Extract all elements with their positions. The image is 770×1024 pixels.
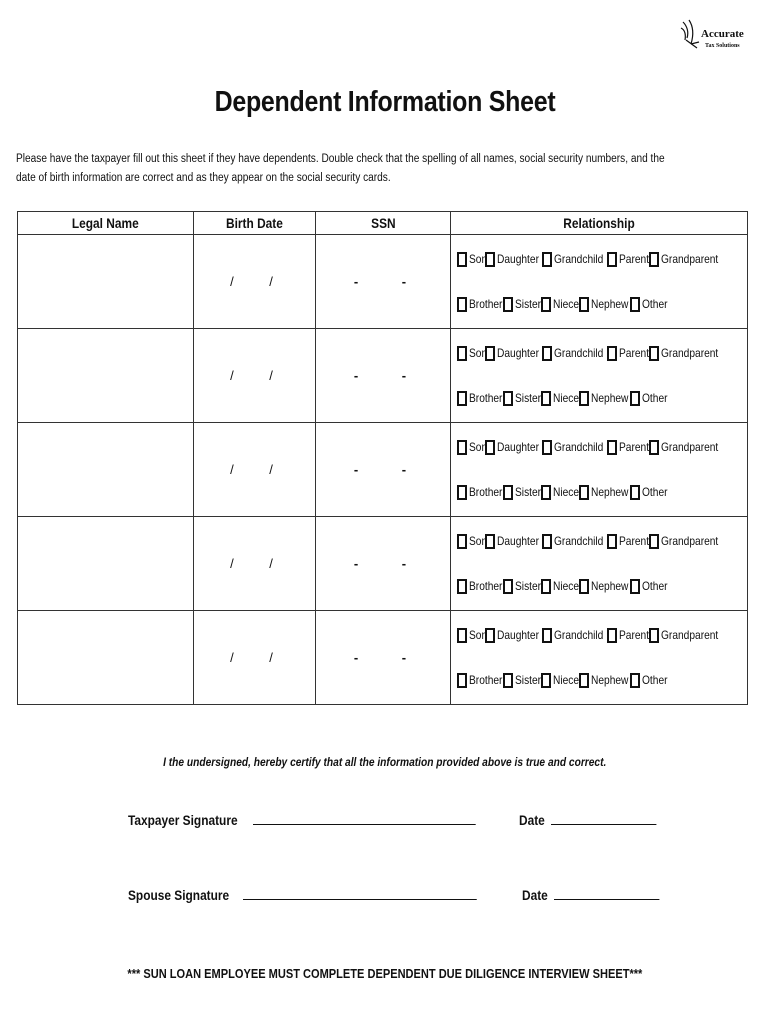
intro-text: Please have the taxpayer fill out this sheet if they have dependents. Double check that the spelling of all names, social security numbers, and the date of birth information are correct and as they appear on the social security cards. [16,153,665,184]
relationship-option[interactable] [541,391,578,406]
ssn-cell[interactable] [316,235,451,329]
relationship-option-label: Niece [553,297,580,311]
relationship-option[interactable] [542,252,606,267]
certification-statement: I the undersigned, hereby certify that all the information provided above is true and correct. [163,755,607,769]
relationship-option-label: Son [469,346,488,360]
checkbox[interactable] [457,440,467,455]
checkbox[interactable] [457,391,467,406]
relationship-option-label: Grandchild [553,346,604,360]
spouse-date-label: Date [521,887,548,903]
relationship-option-label: Brother [469,673,503,687]
header-legal-name: Legal Name [18,212,194,235]
checkbox[interactable] [542,440,552,455]
spouse-signature-field[interactable] [243,885,477,900]
relationship-option[interactable] [485,440,540,455]
relationship-cell [451,517,748,611]
relationship-option-label: Parent [618,628,649,642]
relationship-option[interactable] [541,673,578,688]
birth-date-separators: / / [230,368,289,383]
ssn-separators: - - [353,650,427,665]
relationship-option-label: Grandparent [661,440,719,454]
checkbox[interactable] [457,673,467,688]
checkbox[interactable] [457,579,467,594]
checkbox[interactable] [630,673,640,688]
relationship-option[interactable] [607,534,648,549]
relationship-option-label: Niece [553,673,580,687]
relationship-cell [451,611,748,705]
relationship-cell [451,235,748,329]
relationship-option[interactable] [579,673,629,688]
table-row [18,517,748,611]
relationship-option-label: Nephew [590,485,629,499]
relationship-options-line2 [457,470,747,515]
header-relationship: Relationship [451,212,748,235]
checkbox[interactable] [607,346,617,361]
relationship-option-label: Daughter [497,534,540,548]
relationship-option[interactable] [630,579,666,594]
taxpayer-signature-label: Taxpayer Signature [128,812,238,828]
ssn-cell[interactable] [316,329,451,423]
relationship-options-line2 [457,282,747,327]
relationship-option-label: Grandchild [553,440,604,454]
checkbox[interactable] [579,391,589,406]
checkbox[interactable] [649,628,659,643]
checkbox[interactable] [457,346,467,361]
taxpayer-date-field[interactable] [551,810,656,825]
relationship-option[interactable] [503,579,540,594]
logo-brand: Accurate [701,28,744,40]
relationship-option-label: Brother [469,297,503,311]
relationship-option[interactable] [607,628,648,643]
ssn-cell[interactable] [316,517,451,611]
relationship-option[interactable] [457,485,502,500]
checkbox[interactable] [457,628,467,643]
relationship-option[interactable] [607,346,648,361]
birth-date-cell[interactable] [194,235,316,329]
relationship-option-label: Nephew [590,579,629,593]
checkbox[interactable] [541,297,551,312]
birth-date-separators: / / [230,650,289,665]
checkbox[interactable] [630,391,640,406]
checkbox[interactable] [503,485,513,500]
relationship-option-label: Other [641,673,668,687]
ssn-cell[interactable] [316,611,451,705]
birth-date-cell[interactable] [194,423,316,517]
logo-tagline: Tax Solutions [705,43,740,49]
ssn-separators: - - [353,274,427,289]
dependents-table [17,211,748,705]
checkbox[interactable] [457,534,467,549]
relationship-option[interactable] [542,440,606,455]
relationship-option-label: Grandchild [553,534,604,548]
relationship-option[interactable] [541,297,578,312]
relationship-option[interactable] [485,252,540,267]
checkbox[interactable] [542,628,552,643]
footer-notice: *** SUN LOAN EMPLOYEE MUST COMPLETE DEPENDENT DUE DILIGENCE INTERVIEW SHEET*** [127,966,643,981]
relationship-option-label: Grandparent [661,534,719,548]
relationship-option[interactable] [649,534,722,549]
legal-name-cell[interactable] [18,329,194,423]
relationship-option[interactable] [630,485,666,500]
relationship-option[interactable] [541,485,578,500]
checkbox[interactable] [503,297,513,312]
table-row [18,329,748,423]
relationship-option[interactable] [503,673,540,688]
relationship-option-label: Parent [618,252,649,266]
checkbox[interactable] [457,485,467,500]
birth-date-cell[interactable] [194,517,316,611]
relationship-option-label: Niece [553,579,580,593]
relationship-option[interactable] [485,628,540,643]
checkbox[interactable] [542,252,552,267]
relationship-options-line2 [457,658,747,703]
relationship-option[interactable] [630,673,666,688]
checkbox[interactable] [503,673,513,688]
relationship-option[interactable] [457,440,488,455]
page-title: Dependent Information Sheet [214,86,556,118]
logo-mark-icon [677,18,703,52]
relationship-options-line1 [457,331,747,376]
relationship-option[interactable] [457,628,488,643]
relationship-option-label: Brother [469,485,503,499]
relationship-option[interactable] [503,297,540,312]
checkbox[interactable] [649,252,659,267]
birth-date-cell[interactable] [194,329,316,423]
ssn-separators: - - [353,368,427,383]
relationship-option[interactable] [649,346,722,361]
checkbox[interactable] [503,391,513,406]
relationship-option-label: Daughter [497,440,540,454]
taxpayer-signature-field[interactable] [253,810,476,825]
relationship-option[interactable] [485,346,540,361]
relationship-options-line2 [457,564,747,609]
relationship-cell [451,423,748,517]
relationship-option[interactable] [457,252,488,267]
relationship-option-label: Grandchild [553,252,604,266]
legal-name-cell[interactable] [18,611,194,705]
legal-name-cell[interactable] [18,235,194,329]
checkbox[interactable] [541,391,551,406]
relationship-option-label: Daughter [497,346,540,360]
relationship-option[interactable] [579,579,629,594]
checkbox[interactable] [542,346,552,361]
spouse-signature-line[interactable] [128,885,678,903]
relationship-option-label: Grandparent [661,346,719,360]
relationship-option[interactable] [457,579,502,594]
checkbox[interactable] [579,297,589,312]
birth-date-separators: / / [230,274,289,289]
checkbox[interactable] [607,534,617,549]
checkbox[interactable] [541,673,551,688]
relationship-option-label: Other [641,485,668,499]
table-header-row [18,212,748,235]
relationship-option[interactable] [607,440,648,455]
checkbox[interactable] [630,297,640,312]
checkbox[interactable] [607,440,617,455]
relationship-option[interactable] [542,346,606,361]
company-logo [677,14,757,58]
relationship-option[interactable] [503,391,540,406]
birth-date-separators: / / [230,556,289,571]
relationship-option-label: Other [641,579,668,593]
relationship-option-label: Son [469,440,488,454]
relationship-option-label: Nephew [590,391,629,405]
relationship-options-line1 [457,519,747,564]
relationship-option[interactable] [579,297,629,312]
relationship-option[interactable] [649,440,722,455]
taxpayer-signature-line[interactable] [128,810,675,828]
checkbox[interactable] [579,485,589,500]
relationship-option-label: Sister [515,673,542,687]
relationship-option-label: Son [469,628,488,642]
relationship-option-label: Grandchild [553,628,604,642]
taxpayer-date-label: Date [518,812,545,828]
relationship-option[interactable] [457,391,502,406]
legal-name-cell[interactable] [18,517,194,611]
relationship-option-label: Son [469,252,488,266]
relationship-option[interactable] [503,485,540,500]
header-ssn: SSN [316,212,451,235]
legal-name-cell[interactable] [18,423,194,517]
checkbox[interactable] [457,297,467,312]
checkbox[interactable] [649,346,659,361]
relationship-option[interactable] [485,534,540,549]
birth-date-separators: / / [230,462,289,477]
relationship-option[interactable] [630,391,666,406]
relationship-option-label: Son [469,534,488,548]
checkbox[interactable] [607,628,617,643]
checkbox[interactable] [541,485,551,500]
relationship-option[interactable] [649,252,722,267]
relationship-option[interactable] [579,485,629,500]
relationship-options-line1 [457,613,747,658]
ssn-separators: - - [353,462,427,477]
relationship-option-label: Parent [618,534,649,548]
relationship-option[interactable] [457,673,502,688]
checkbox[interactable] [649,440,659,455]
relationship-option-label: Daughter [497,628,540,642]
checkbox[interactable] [541,579,551,594]
relationship-option-label: Sister [515,391,542,405]
relationship-option[interactable] [542,628,606,643]
checkbox[interactable] [649,534,659,549]
relationship-option-label: Brother [469,579,503,593]
relationship-cell [451,329,748,423]
checkbox[interactable] [630,579,640,594]
relationship-option-label: Brother [469,391,503,405]
relationship-options-line1 [457,237,747,282]
ssn-cell[interactable] [316,423,451,517]
relationship-option-label: Other [641,391,668,405]
relationship-option[interactable] [457,346,488,361]
relationship-option[interactable] [607,252,648,267]
relationship-option[interactable] [630,297,666,312]
relationship-options-line2 [457,376,747,421]
relationship-option-label: Daughter [497,252,540,266]
relationship-option[interactable] [541,579,578,594]
relationship-option[interactable] [457,534,488,549]
checkbox[interactable] [579,579,589,594]
relationship-option[interactable] [579,391,629,406]
relationship-option-label: Other [641,297,668,311]
checkbox[interactable] [503,579,513,594]
table-row [18,423,748,517]
checkbox[interactable] [542,534,552,549]
checkbox[interactable] [579,673,589,688]
relationship-option[interactable] [542,534,606,549]
checkbox[interactable] [607,252,617,267]
table-row [18,235,748,329]
spouse-signature-label: Spouse Signature [128,887,230,903]
relationship-option-label: Grandparent [661,252,719,266]
relationship-option-label: Parent [618,440,649,454]
relationship-option-label: Sister [515,297,542,311]
relationship-option-label: Niece [553,391,580,405]
relationship-option-label: Niece [553,485,580,499]
ssn-separators: - - [353,556,427,571]
table-row [18,611,748,705]
relationship-options-line1 [457,425,747,470]
header-birth-date: Birth Date [194,212,316,235]
checkbox[interactable] [630,485,640,500]
relationship-option-label: Nephew [590,673,629,687]
checkbox[interactable] [457,252,467,267]
birth-date-cell[interactable] [194,611,316,705]
relationship-option-label: Parent [618,346,649,360]
relationship-option-label: Grandparent [661,628,719,642]
spouse-date-field[interactable] [554,885,659,900]
relationship-option-label: Sister [515,579,542,593]
relationship-option-label: Nephew [590,297,629,311]
relationship-option[interactable] [457,297,502,312]
relationship-option[interactable] [649,628,722,643]
relationship-option-label: Sister [515,485,542,499]
